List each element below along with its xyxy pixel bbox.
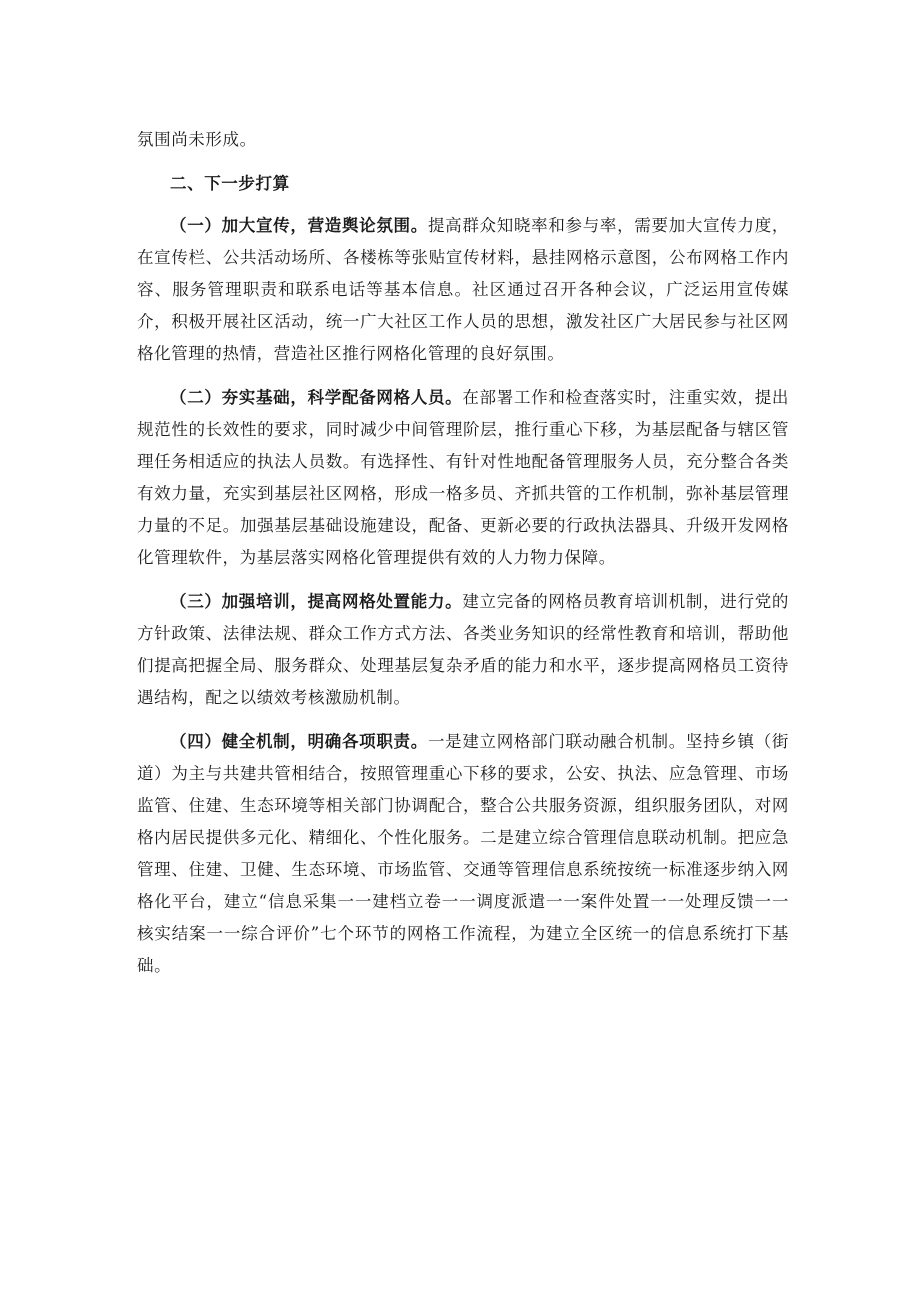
intro-fragment: 氛围尚未形成。 [137, 130, 257, 149]
paragraph-2-lead: （二）夯实基础，科学配备网格人员。 [170, 388, 463, 407]
paragraph-3 [137, 586, 789, 714]
paragraph-1 [137, 210, 789, 370]
paragraph-2 [137, 382, 789, 574]
paragraph-3-body: 建立完备的网格员教育培训机制，进行党的方针政策、法律法规、群众工作方式方法、各类业务知识的经常性教育和培训，帮助他们提高把握全局、服务群众、处理基层复杂矛盾的能力和水平，逐步提高网格员工资待遇结构，配之以绩效考核激励机制。 [137, 592, 790, 707]
paragraph-2-body: 在部署工作和检查落实时，注重实效，提出规范性的长效性的要求，同时减少中间管理阶层，推行重心下移，为基层配备与辖区管理任务相适应的执法人员数。有选择性、有针对性地配备管理服务人员，充分整合各类有效力量，充实到基层社区网格，形成一格多员、齐抓共管的工作机制，弥补基层管理力量的不足。加强基层基础设施建设，配备、更新必要的行政执法器具、升级开发网格化管理软件，为基层落实网格化管理提供有效的人力物力保障。 [137, 388, 790, 567]
paragraph-4-body: 一是建立网格部门联动融合机制。坚持乡镇（街道）为主与共建共管相结合，按照管理重心下移的要求，公安、执法、应急管理、市场监管、住建、生态环境等相关部门协调配合，整合公共服务资源，组织服务团队，对网格内居民提供多元化、精细化、个性化服务。二是建立综合管理信息联动机制。把应急管理、住建、卫健、生态环境、市场监管、交通等管理信息系统按统一标准逐步纳入网格化平台，建立“信息采集一一建档立卷一一调度派遣一一案件处置一一处理反馈一一核实结案一一综合评价”七个环节的网格工作流程，为建立全区统一的信息系统打下基础。 [137, 732, 789, 975]
paragraph-4 [137, 726, 789, 982]
document-page [137, 124, 789, 982]
paragraph-1-lead: （一）加大宣传，营造舆论氛围。 [170, 216, 428, 235]
paragraph-4-lead: （四）健全机制，明确各项职责。 [170, 732, 428, 751]
paragraph-1-body: 提高群众知晓率和参与率，需要加大宣传力度，在宣传栏、公共活动场所、各楼栋等张贴宣传材料，悬挂网格示意图，公布网格工作内容、服务管理职责和联系电话等基本信息。社区通过召开各种会议，广泛运用宣传媒介，积极开展社区活动，统一广大社区工作人员的思想，激发社区广大居民参与社区网格化管理的热情，营造社区推行网格化管理的良好氛围。 [137, 216, 789, 363]
section-heading: 二、下一步打算 [170, 174, 290, 193]
paragraph-3-lead: （三）加强培训，提高网格处置能力。 [170, 592, 463, 611]
